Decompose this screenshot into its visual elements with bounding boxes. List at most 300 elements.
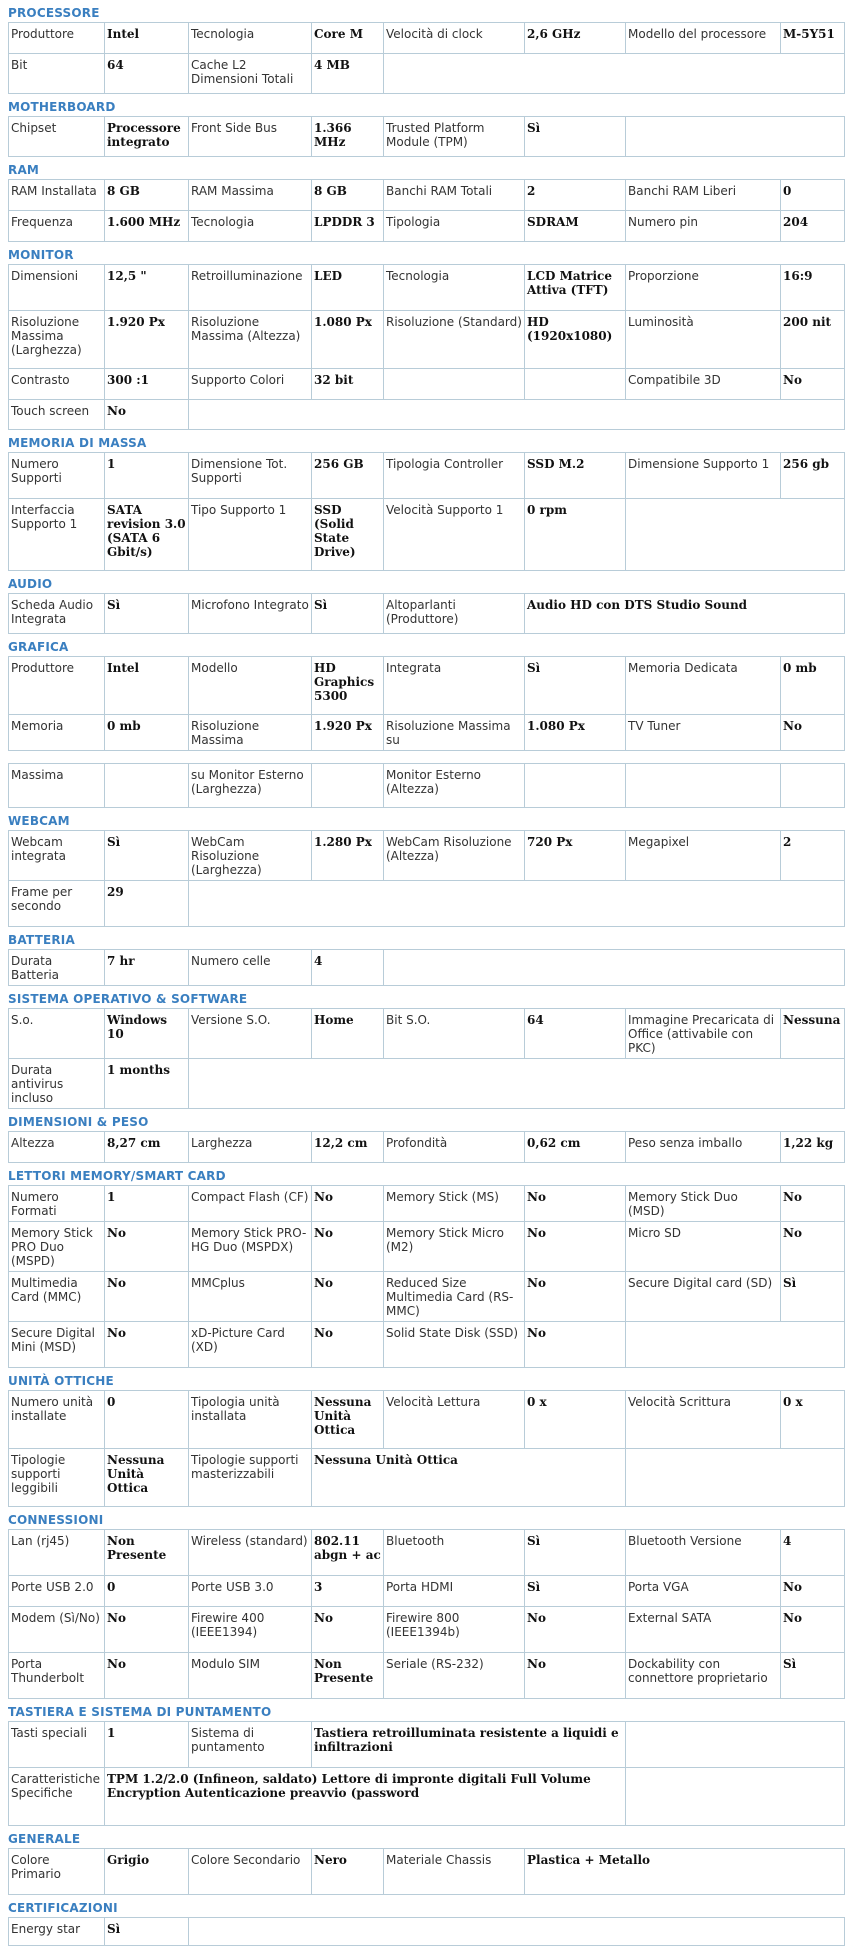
empty-cell bbox=[384, 54, 845, 94]
spec-label: RAM Massima bbox=[189, 180, 312, 211]
spec-label: Numero celle bbox=[189, 950, 312, 986]
spec-label: Caratteristiche Specifiche bbox=[9, 1768, 105, 1826]
spec-value: Nessuna Unità Ottica bbox=[312, 1391, 384, 1449]
spec-value: 32 bit bbox=[312, 369, 384, 400]
spec-value: 29 bbox=[105, 881, 189, 927]
spec-label: Porta Thunderbolt bbox=[9, 1653, 105, 1699]
spec-label: Modulo SIM bbox=[189, 1653, 312, 1699]
spec-label: Reduced Size Multimedia Card (RS-MMC) bbox=[384, 1272, 525, 1322]
spec-value: No bbox=[525, 1222, 626, 1272]
spec-label: Velocità Scrittura bbox=[626, 1391, 781, 1449]
section-title: SISTEMA OPERATIVO & SOFTWARE bbox=[8, 992, 248, 1006]
spec-label: RAM Installata bbox=[9, 180, 105, 211]
spec-row bbox=[9, 265, 845, 311]
spec-value: Nessuna bbox=[781, 1009, 845, 1059]
spec-label: MMCplus bbox=[189, 1272, 312, 1322]
spec-value: Intel bbox=[105, 23, 189, 54]
section-title: MOTHERBOARD bbox=[8, 100, 116, 114]
spec-table bbox=[8, 22, 845, 94]
spec-table bbox=[8, 264, 845, 430]
spec-value: 64 bbox=[525, 1009, 626, 1059]
spec-value: Non Presente bbox=[312, 1653, 384, 1699]
spec-value: Home bbox=[312, 1009, 384, 1059]
spec-table bbox=[8, 1917, 845, 1946]
spec-label: Risoluzione Massima su bbox=[384, 715, 525, 751]
spec-value: Sì bbox=[781, 1272, 845, 1322]
section-generale bbox=[8, 1830, 844, 1895]
section-title: AUDIO bbox=[8, 577, 53, 591]
section-dimensioni-peso bbox=[8, 1113, 844, 1163]
section-tastiera-e-sistema-di-puntamento bbox=[8, 1703, 844, 1826]
section-title: GRAFICA bbox=[8, 640, 69, 654]
spec-label: Frame per secondo bbox=[9, 881, 105, 927]
spec-table bbox=[8, 1721, 845, 1826]
spec-label: Risoluzione (Standard) bbox=[384, 311, 525, 369]
spec-value: No bbox=[312, 1222, 384, 1272]
spec-table bbox=[8, 1848, 845, 1895]
spec-row bbox=[9, 1653, 845, 1699]
spec-value: 8 GB bbox=[312, 180, 384, 211]
spec-label: Memory Stick (MS) bbox=[384, 1186, 525, 1222]
spec-row bbox=[9, 117, 845, 157]
spec-label: Bit bbox=[9, 54, 105, 94]
section-ram bbox=[8, 161, 844, 242]
spec-row bbox=[9, 1132, 845, 1163]
spec-label: su Monitor Esterno (Larghezza) bbox=[189, 764, 312, 808]
section-memoria-di-massa bbox=[8, 434, 844, 571]
spec-value: 0 x bbox=[525, 1391, 626, 1449]
spec-value: HD Graphics 5300 bbox=[312, 657, 384, 715]
spec-label: Secure Digital Mini (MSD) bbox=[9, 1322, 105, 1368]
section-lettori-memory-smart-card bbox=[8, 1167, 844, 1368]
spec-value: 16:9 bbox=[781, 265, 845, 311]
spec-label: Tipologia unità installata bbox=[189, 1391, 312, 1449]
spec-label: Tasti speciali bbox=[9, 1722, 105, 1768]
spec-value: No bbox=[105, 1222, 189, 1272]
spec-label: xD-Picture Card (XD) bbox=[189, 1322, 312, 1368]
spec-label: Compact Flash (CF) bbox=[189, 1186, 312, 1222]
spec-value: Windows 10 bbox=[105, 1009, 189, 1059]
spec-label: Sistema di puntamento bbox=[189, 1722, 312, 1768]
spec-value: 2 bbox=[525, 180, 626, 211]
section-title: CERTIFICAZIONI bbox=[8, 1901, 118, 1915]
spec-label: Trusted Platform Module (TPM) bbox=[384, 117, 525, 157]
spec-table bbox=[8, 763, 845, 808]
spec-value: No bbox=[525, 1607, 626, 1653]
spec-label: Luminosità bbox=[626, 311, 781, 369]
spec-value: No bbox=[525, 1186, 626, 1222]
section-title: MEMORIA DI MASSA bbox=[8, 436, 147, 450]
section-webcam bbox=[8, 812, 844, 927]
section-processore bbox=[8, 4, 844, 94]
spec-value: 0 bbox=[105, 1391, 189, 1449]
spec-row bbox=[9, 1186, 845, 1222]
spec-value: 802.11 abgn + ac bbox=[312, 1530, 384, 1576]
spec-label: Profondità bbox=[384, 1132, 525, 1163]
spec-label: Micro SD bbox=[626, 1222, 781, 1272]
spec-value: 1,22 kg bbox=[781, 1132, 845, 1163]
section-monitor bbox=[8, 246, 844, 430]
spec-row bbox=[9, 1576, 845, 1607]
spec-table bbox=[8, 830, 845, 927]
empty-cell bbox=[384, 950, 845, 986]
spec-label: S.o. bbox=[9, 1009, 105, 1059]
spec-value: Sì bbox=[781, 1653, 845, 1699]
spec-row bbox=[9, 1768, 845, 1826]
spec-row bbox=[9, 831, 845, 881]
spec-label: External SATA bbox=[626, 1607, 781, 1653]
section-title: CONNESSIONI bbox=[8, 1513, 104, 1527]
spec-label: Numero unità installate bbox=[9, 1391, 105, 1449]
spec-value: 8 GB bbox=[105, 180, 189, 211]
spec-row bbox=[9, 23, 845, 54]
spec-label: Dimensione Tot. Supporti bbox=[189, 453, 312, 499]
spec-value: LCD Matrice Attiva (TFT) bbox=[525, 265, 626, 311]
spec-value: 0 mb bbox=[105, 715, 189, 751]
spec-label: Risoluzione Massima (Altezza) bbox=[189, 311, 312, 369]
spec-row bbox=[9, 950, 845, 986]
spec-label: Firewire 400 (IEEE1394) bbox=[189, 1607, 312, 1653]
section-title: UNITÀ OTTICHE bbox=[8, 1374, 114, 1388]
spec-value: 256 GB bbox=[312, 453, 384, 499]
spec-label: Durata antivirus incluso bbox=[9, 1059, 105, 1109]
spec-value: Tastiera retroilluminata resistente a liquidi e infiltrazioni bbox=[312, 1722, 626, 1768]
empty-cell bbox=[626, 117, 845, 157]
empty-cell bbox=[189, 400, 845, 430]
spec-label: Front Side Bus bbox=[189, 117, 312, 157]
spec-value: Sì bbox=[525, 1530, 626, 1576]
spec-value: 0,62 cm bbox=[525, 1132, 626, 1163]
spec-value: Non Presente bbox=[105, 1530, 189, 1576]
spec-value bbox=[105, 764, 189, 808]
spec-value: Grigio bbox=[105, 1849, 189, 1895]
spec-label: Touch screen bbox=[9, 400, 105, 430]
spec-value: 8,27 cm bbox=[105, 1132, 189, 1163]
spec-value: 720 Px bbox=[525, 831, 626, 881]
spec-label: Porte USB 3.0 bbox=[189, 1576, 312, 1607]
spec-label: Interfaccia Supporto 1 bbox=[9, 499, 105, 571]
section-title: RAM bbox=[8, 163, 40, 177]
section-unita-ottiche bbox=[8, 1372, 844, 1507]
spec-value bbox=[781, 764, 845, 808]
spec-label: Tecnologia bbox=[384, 265, 525, 311]
spec-value: 0 x bbox=[781, 1391, 845, 1449]
spec-label: Versione S.O. bbox=[189, 1009, 312, 1059]
spec-label: Velocità Supporto 1 bbox=[384, 499, 525, 571]
spec-label: Bit S.O. bbox=[384, 1009, 525, 1059]
spec-label: Memory Stick PRO Duo (MSPD) bbox=[9, 1222, 105, 1272]
section-connessioni bbox=[8, 1511, 844, 1699]
spec-value: Core M bbox=[312, 23, 384, 54]
spec-value: 0 mb bbox=[781, 657, 845, 715]
spec-label: Scheda Audio Integrata bbox=[9, 594, 105, 634]
spec-value: 3 bbox=[312, 1576, 384, 1607]
spec-label: Solid State Disk (SSD) bbox=[384, 1322, 525, 1368]
empty-cell bbox=[626, 1722, 845, 1768]
spec-value: No bbox=[781, 715, 845, 751]
spec-label: Multimedia Card (MMC) bbox=[9, 1272, 105, 1322]
spec-label: Tipologie supporti masterizzabili bbox=[189, 1449, 312, 1507]
spec-value: No bbox=[781, 1222, 845, 1272]
spec-row bbox=[9, 311, 845, 369]
spec-value: HD (1920x1080) bbox=[525, 311, 626, 369]
spec-value: 2 bbox=[781, 831, 845, 881]
spec-label: Microfono Integrato bbox=[189, 594, 312, 634]
spec-row bbox=[9, 1009, 845, 1059]
section-title: BATTERIA bbox=[8, 933, 75, 947]
spec-label: Chipset bbox=[9, 117, 105, 157]
spec-label: Banchi RAM Totali bbox=[384, 180, 525, 211]
spec-value: 1.920 Px bbox=[312, 715, 384, 751]
spec-label: Monitor Esterno (Altezza) bbox=[384, 764, 525, 808]
spec-row bbox=[9, 180, 845, 211]
empty-cell bbox=[189, 881, 845, 927]
spec-value: No bbox=[105, 1272, 189, 1322]
spec-row bbox=[9, 1272, 845, 1322]
spec-label: Risoluzione Massima bbox=[189, 715, 312, 751]
empty-cell bbox=[626, 1449, 845, 1507]
spec-value: Sì bbox=[525, 117, 626, 157]
spec-value: TPM 1.2/2.0 (Infineon, saldato) Lettore di impronte digitali Full Volume Encryption Autenticazione preavvio (password bbox=[105, 1768, 626, 1826]
spec-value: LPDDR 3 bbox=[312, 211, 384, 242]
spec-label: Massima bbox=[9, 764, 105, 808]
spec-value bbox=[312, 764, 384, 808]
spec-label: Produttore bbox=[9, 657, 105, 715]
spec-label: Tipologia bbox=[384, 211, 525, 242]
spec-table bbox=[8, 1008, 845, 1109]
spec-label: Memoria bbox=[9, 715, 105, 751]
spec-value: No bbox=[105, 1322, 189, 1368]
spec-row bbox=[9, 499, 845, 571]
spec-value bbox=[525, 369, 626, 400]
section-title: WEBCAM bbox=[8, 814, 70, 828]
spec-row bbox=[9, 1530, 845, 1576]
spec-label: Velocità Lettura bbox=[384, 1391, 525, 1449]
spec-row bbox=[9, 1607, 845, 1653]
spec-label: Memory Stick Micro (M2) bbox=[384, 1222, 525, 1272]
spec-value: SATA revision 3.0 (SATA 6 Gbit/s) bbox=[105, 499, 189, 571]
section-batteria bbox=[8, 931, 844, 986]
spec-label: Numero pin bbox=[626, 211, 781, 242]
spec-label: Tipo Supporto 1 bbox=[189, 499, 312, 571]
spec-label: Webcam integrata bbox=[9, 831, 105, 881]
spec-label: Porta VGA bbox=[626, 1576, 781, 1607]
section-title: MONITOR bbox=[8, 248, 74, 262]
spec-row bbox=[9, 1391, 845, 1449]
spec-value: No bbox=[781, 1607, 845, 1653]
spec-value: Intel bbox=[105, 657, 189, 715]
spec-label: Larghezza bbox=[189, 1132, 312, 1163]
spec-label: TV Tuner bbox=[626, 715, 781, 751]
spec-table bbox=[8, 1390, 845, 1507]
section-title: LETTORI MEMORY/SMART CARD bbox=[8, 1169, 226, 1183]
spec-row bbox=[9, 211, 845, 242]
spec-label: Porte USB 2.0 bbox=[9, 1576, 105, 1607]
spec-label: Tipologia Controller bbox=[384, 453, 525, 499]
spec-value: 0 rpm bbox=[525, 499, 626, 571]
spec-row bbox=[9, 400, 845, 430]
spec-row bbox=[9, 657, 845, 715]
spec-value: 4 bbox=[312, 950, 384, 986]
section-sistema-operativo-software bbox=[8, 990, 844, 1109]
spec-value: No bbox=[525, 1322, 626, 1368]
spec-label: Altoparlanti (Produttore) bbox=[384, 594, 525, 634]
spec-row bbox=[9, 1918, 845, 1946]
spec-label: Produttore bbox=[9, 23, 105, 54]
spec-value: Processore integrato bbox=[105, 117, 189, 157]
spec-value: SSD M.2 bbox=[525, 453, 626, 499]
spec-value: Plastica + Metallo bbox=[525, 1849, 845, 1895]
spec-value: 0 bbox=[105, 1576, 189, 1607]
spec-label: Dimensione Supporto 1 bbox=[626, 453, 781, 499]
spec-value: No bbox=[525, 1272, 626, 1322]
spec-label: Modem (Sì/No) bbox=[9, 1607, 105, 1653]
section-grafica bbox=[8, 638, 844, 751]
spec-value: 200 nit bbox=[781, 311, 845, 369]
section-continuation-7 bbox=[8, 763, 844, 808]
spec-value bbox=[525, 764, 626, 808]
spec-label: Megapixel bbox=[626, 831, 781, 881]
spec-row bbox=[9, 1322, 845, 1368]
spec-value: 4 bbox=[781, 1530, 845, 1576]
spec-table bbox=[8, 656, 845, 751]
spec-label: Secure Digital card (SD) bbox=[626, 1272, 781, 1322]
spec-value: LED bbox=[312, 265, 384, 311]
spec-row bbox=[9, 369, 845, 400]
empty-cell bbox=[189, 1059, 845, 1109]
spec-label: Tecnologia bbox=[189, 211, 312, 242]
spec-label: Memoria Dedicata bbox=[626, 657, 781, 715]
spec-value: 256 gb bbox=[781, 453, 845, 499]
spec-label: Integrata bbox=[384, 657, 525, 715]
spec-value: Nero bbox=[312, 1849, 384, 1895]
spec-value: No bbox=[312, 1322, 384, 1368]
spec-table bbox=[8, 1529, 845, 1699]
spec-label: Colore Primario bbox=[9, 1849, 105, 1895]
spec-value: Sì bbox=[105, 594, 189, 634]
spec-row bbox=[9, 1059, 845, 1109]
spec-table bbox=[8, 1131, 845, 1163]
spec-row bbox=[9, 54, 845, 94]
spec-label: Firewire 800 (IEEE1394b) bbox=[384, 1607, 525, 1653]
spec-value: 4 MB bbox=[312, 54, 384, 94]
spec-label: Energy star bbox=[9, 1918, 105, 1946]
spec-value: 1.080 Px bbox=[525, 715, 626, 751]
spec-value: 1.600 MHz bbox=[105, 211, 189, 242]
spec-value: 1.280 Px bbox=[312, 831, 384, 881]
spec-label: Porta HDMI bbox=[384, 1576, 525, 1607]
spec-label: Wireless (standard) bbox=[189, 1530, 312, 1576]
spec-value: No bbox=[781, 369, 845, 400]
spec-label bbox=[626, 764, 781, 808]
spec-value: 300 :1 bbox=[105, 369, 189, 400]
spec-value: Nessuna Unità Ottica bbox=[105, 1449, 189, 1507]
spec-label: Peso senza imballo bbox=[626, 1132, 781, 1163]
spec-value: SSD (Solid State Drive) bbox=[312, 499, 384, 571]
empty-cell bbox=[626, 1768, 845, 1826]
spec-row bbox=[9, 594, 845, 634]
spec-row bbox=[9, 1222, 845, 1272]
section-certificazioni bbox=[8, 1899, 844, 1946]
spec-value: 7 hr bbox=[105, 950, 189, 986]
empty-cell bbox=[626, 499, 845, 571]
spec-value: No bbox=[312, 1272, 384, 1322]
spec-table bbox=[8, 949, 845, 986]
section-title: TASTIERA E SISTEMA DI PUNTAMENTO bbox=[8, 1705, 272, 1719]
spec-value: 1 bbox=[105, 453, 189, 499]
spec-label: Cache L2 Dimensioni Totali bbox=[189, 54, 312, 94]
spec-label: Tecnologia bbox=[189, 23, 312, 54]
spec-table bbox=[8, 179, 845, 242]
spec-table bbox=[8, 116, 845, 157]
spec-value: 1.080 Px bbox=[312, 311, 384, 369]
spec-label: Lan (rj45) bbox=[9, 1530, 105, 1576]
spec-value: 1 months bbox=[105, 1059, 189, 1109]
spec-row bbox=[9, 764, 845, 808]
spec-label: WebCam Risoluzione (Larghezza) bbox=[189, 831, 312, 881]
spec-label: Supporto Colori bbox=[189, 369, 312, 400]
section-title: PROCESSORE bbox=[8, 6, 100, 20]
spec-value: Sì bbox=[105, 1918, 189, 1946]
spec-label: Contrasto bbox=[9, 369, 105, 400]
spec-label: Dockability con connettore proprietario bbox=[626, 1653, 781, 1699]
spec-value: Audio HD con DTS Studio Sound bbox=[525, 594, 845, 634]
spec-label: Modello del processore bbox=[626, 23, 781, 54]
spec-table bbox=[8, 1185, 845, 1368]
spec-value: 64 bbox=[105, 54, 189, 94]
spec-value: Sì bbox=[525, 1576, 626, 1607]
section-title: GENERALE bbox=[8, 1832, 81, 1846]
spec-label: Memory Stick Duo (MSD) bbox=[626, 1186, 781, 1222]
spec-sheet bbox=[8, 4, 844, 1950]
spec-label: Banchi RAM Liberi bbox=[626, 180, 781, 211]
spec-value: SDRAM bbox=[525, 211, 626, 242]
spec-value: No bbox=[781, 1576, 845, 1607]
spec-value: Sì bbox=[105, 831, 189, 881]
empty-cell bbox=[626, 1322, 845, 1368]
spec-label: Bluetooth Versione bbox=[626, 1530, 781, 1576]
spec-value: Sì bbox=[312, 594, 384, 634]
spec-label: Compatibile 3D bbox=[626, 369, 781, 400]
spec-value: 1.366 MHz bbox=[312, 117, 384, 157]
spec-value: 12,2 cm bbox=[312, 1132, 384, 1163]
spec-label: Dimensioni bbox=[9, 265, 105, 311]
spec-row bbox=[9, 715, 845, 751]
spec-row bbox=[9, 881, 845, 927]
spec-label bbox=[384, 369, 525, 400]
spec-label: Materiale Chassis bbox=[384, 1849, 525, 1895]
spec-row bbox=[9, 453, 845, 499]
spec-label: Modello bbox=[189, 657, 312, 715]
spec-row bbox=[9, 1449, 845, 1507]
spec-label: Numero Supporti bbox=[9, 453, 105, 499]
spec-value: No bbox=[781, 1186, 845, 1222]
spec-value: 12,5 " bbox=[105, 265, 189, 311]
spec-value: Nessuna Unità Ottica bbox=[312, 1449, 626, 1507]
spec-label: WebCam Risoluzione (Altezza) bbox=[384, 831, 525, 881]
spec-label: Durata Batteria bbox=[9, 950, 105, 986]
spec-label: Memory Stick PRO-HG Duo (MSPDX) bbox=[189, 1222, 312, 1272]
spec-value: 1 bbox=[105, 1722, 189, 1768]
spec-row bbox=[9, 1849, 845, 1895]
spec-label: Seriale (RS-232) bbox=[384, 1653, 525, 1699]
spec-label: Bluetooth bbox=[384, 1530, 525, 1576]
spec-table bbox=[8, 452, 845, 571]
spec-label: Risoluzione Massima (Larghezza) bbox=[9, 311, 105, 369]
spec-label: Proporzione bbox=[626, 265, 781, 311]
spec-value: Sì bbox=[525, 657, 626, 715]
spec-value: M-5Y51 bbox=[781, 23, 845, 54]
